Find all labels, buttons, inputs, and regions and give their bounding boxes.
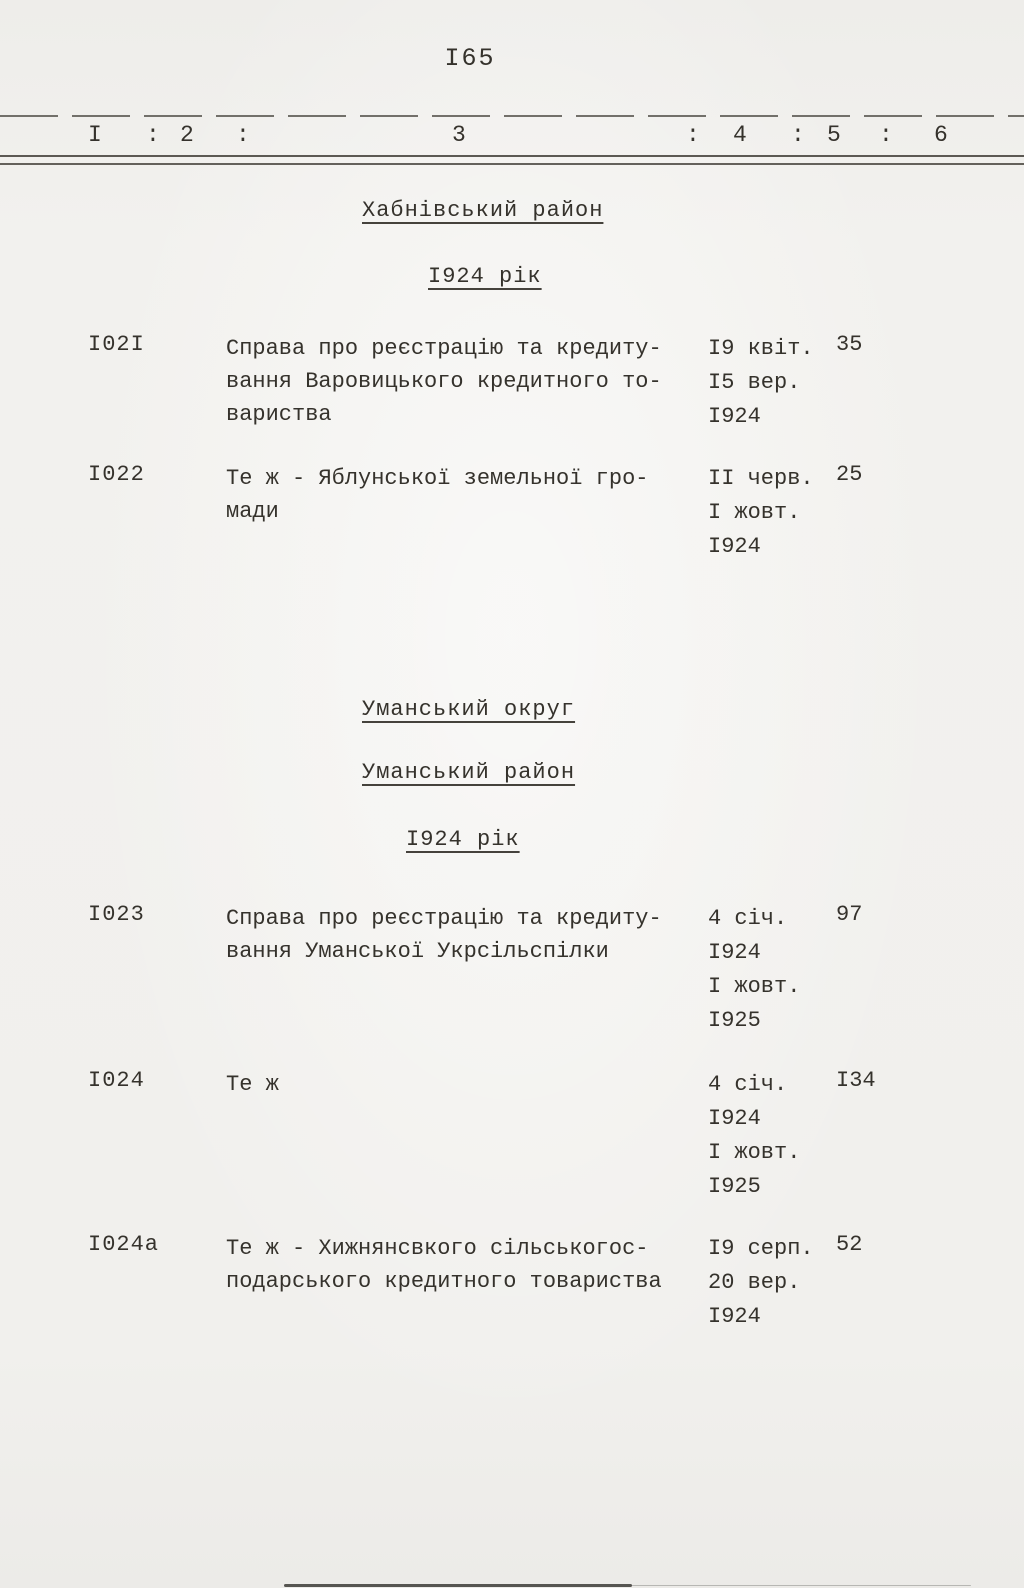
- table-double-rule: [0, 155, 1024, 165]
- entry-date-line: I924: [708, 1106, 761, 1131]
- entry-title-line: Справа про реєстрацію та кредиту-: [226, 336, 662, 361]
- entry-title-line: вання Уманської Укрсільспілки: [226, 939, 609, 964]
- entry-date-line: II черв.: [708, 466, 814, 491]
- entry-title-line: Те ж - Яблунської земельної гро-: [226, 466, 649, 491]
- entry-title-line: вання Варовицького кредитного то-: [226, 369, 662, 394]
- entry-date-line: 4 січ.: [708, 1072, 788, 1097]
- entry-date-line: I924: [708, 940, 761, 965]
- column-label-6: 6: [934, 122, 948, 148]
- entry-pages-count: 25: [836, 462, 863, 487]
- entry-pages-count: I34: [836, 1068, 876, 1093]
- entry-number: I022: [88, 462, 145, 487]
- entry-number: I024: [88, 1068, 145, 1093]
- section-heading-year: I924 рік: [428, 264, 542, 289]
- entry-title: [226, 1232, 718, 1298]
- entry-date-line: I924: [708, 534, 761, 559]
- colon-separator: :: [146, 122, 160, 148]
- colon-separator: :: [879, 122, 893, 148]
- entry-title-line: Те ж - Хижнянсвкого сільськогос-: [226, 1236, 649, 1261]
- entry-date-line: I9 квіт.: [708, 336, 814, 361]
- section-heading-okrug: Уманський округ: [362, 697, 576, 722]
- entry-number: I024а: [88, 1232, 160, 1257]
- entry-date-line: I5 вер.: [708, 370, 801, 395]
- section-heading-district: Хабнівський район: [362, 198, 604, 223]
- entry-title: [226, 332, 718, 431]
- entry-date-line: I9 серп.: [708, 1236, 814, 1261]
- colon-separator: :: [791, 122, 805, 148]
- entry-date-line: I925: [708, 1008, 761, 1033]
- entry-date-line: I924: [708, 1304, 761, 1329]
- column-label-2: 2: [180, 122, 194, 148]
- section-heading-district: Уманський район: [362, 760, 576, 785]
- column-label-5: 5: [827, 122, 841, 148]
- entry-date-line: I924: [708, 404, 761, 429]
- entry-pages-count: 35: [836, 332, 863, 357]
- entry-date-line: I жовт.: [708, 974, 801, 999]
- column-label-3: 3: [452, 122, 466, 148]
- table-column-header-row: [0, 122, 1024, 152]
- table-top-rule: [0, 115, 1024, 117]
- entry-number: I02I: [88, 332, 145, 357]
- section-heading-year: I924 рік: [406, 827, 520, 852]
- colon-separator: :: [236, 122, 250, 148]
- entry-pages-count: 52: [836, 1232, 863, 1257]
- entry-number: I023: [88, 902, 145, 927]
- colon-separator: :: [686, 122, 700, 148]
- entry-pages-count: 97: [836, 902, 863, 927]
- page-number: I65: [444, 44, 496, 73]
- column-label-1: I: [88, 122, 102, 148]
- entry-date-line: I925: [708, 1174, 761, 1199]
- entry-title-line: мади: [226, 499, 279, 524]
- entry-date-line: 4 січ.: [708, 906, 788, 931]
- entry-title-line: Те ж: [226, 1072, 279, 1097]
- entry-date-line: I жовт.: [708, 500, 801, 525]
- scan-edge-mark: [284, 1584, 632, 1587]
- entry-title-line: Справа про реєстрацію та кредиту-: [226, 906, 662, 931]
- entry-date-line: I жовт.: [708, 1140, 801, 1165]
- column-label-4: 4: [733, 122, 747, 148]
- entry-date-line: 20 вер.: [708, 1270, 801, 1295]
- entry-title: [226, 1068, 718, 1101]
- entry-title-line: подарського кредитного товариства: [226, 1269, 662, 1294]
- entry-title-line: вариства: [226, 402, 332, 427]
- entry-title: [226, 902, 718, 968]
- entry-title: [226, 462, 718, 528]
